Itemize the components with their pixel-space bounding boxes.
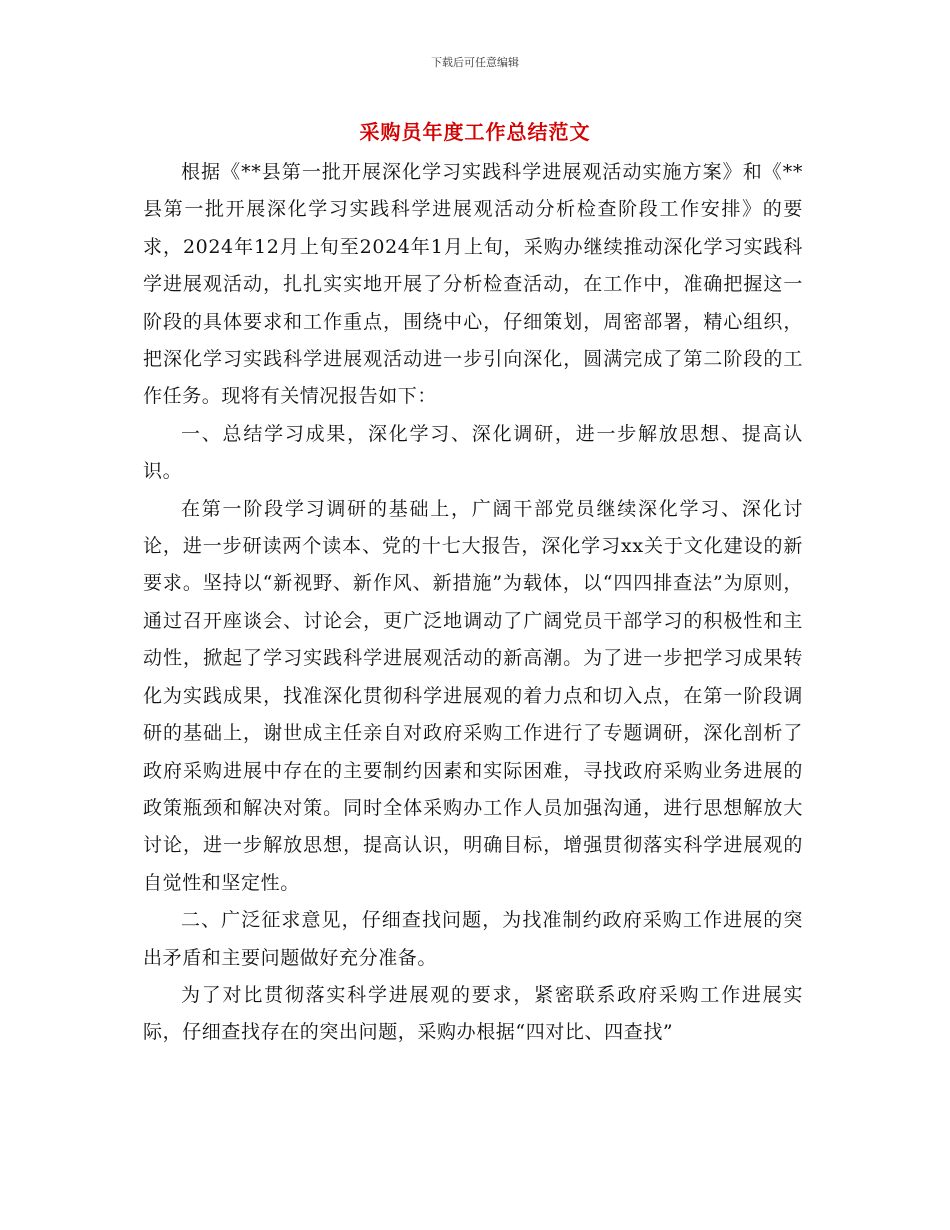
section-heading-2: 二、广泛征求意见，仔细查找问题，为找准制约政府采购工作进展的突出矛盾和主要问题做好充分准备。 xyxy=(143,909,803,969)
document-body xyxy=(143,154,803,1052)
paragraph-intro: 根据《**县第一批开展深化学习实践科学进展观活动实施方案》和《**县第一批开展深化学习实践科学进展观活动分析检查阶段工作安排》的要求，2024年12月上旬至2024年1月上旬，采购办继续推动深化学习实践科学进展观活动，扎扎实实地开展了分析检查活动，在工作中，准确把握这一阶段的具体要求和工作重点，围绕中心，仔细策划，周密部署，精心组织，把深化学习实践科学进展观活动进一步引向深化，圆满完成了第二阶段的工作任务。现将有关情况报告如下： xyxy=(143,161,803,408)
section-heading-1: 一、总结学习成果，深化学习、深化调研，进一步解放思想、提高认识。 xyxy=(143,422,803,483)
paragraph-section-1: 在第一阶段学习调研的基础上，广阔干部党员继续深化学习、深化讨论，进一步研读两个读本、党的十七大报告，深化学习xx关于文化建设的新要求。坚持以“新视野、新作风、新措施”为载体，以“四四排查法”为原则，通过召开座谈会、讨论会，更广泛地调动了广阔党员干部学习的积极性和主动性，掀起了学习实践科学进展观活动的新高潮。为了进一步把学习成果转化为实践成果，找准深化贯彻科学进展观的着力点和切入点，在第一阶段调研的基础上，谢世成主任亲自对政府采购工作进行了专题调研，深化剖析了政府采购进展中存在的主要制约因素和实际困难，寻找政府采购业务进展的政策瓶颈和解决对策。同时全体采购办工作人员加强沟通，进行思想解放大讨论，进一步解放思想，提高认识，明确目标，增强贯彻落实科学进展观的自觉性和坚定性。 xyxy=(143,497,803,894)
header-note: 下载后可任意编辑 xyxy=(431,56,519,69)
document-title: 采购员年度工作总结范文 xyxy=(359,120,591,144)
paragraph-section-2: 为了对比贯彻落实科学进展观的要求，紧密联系政府采购工作进展实际，仔细查找存在的突出问题，采购办根据“四对比、四查找” xyxy=(143,983,803,1044)
